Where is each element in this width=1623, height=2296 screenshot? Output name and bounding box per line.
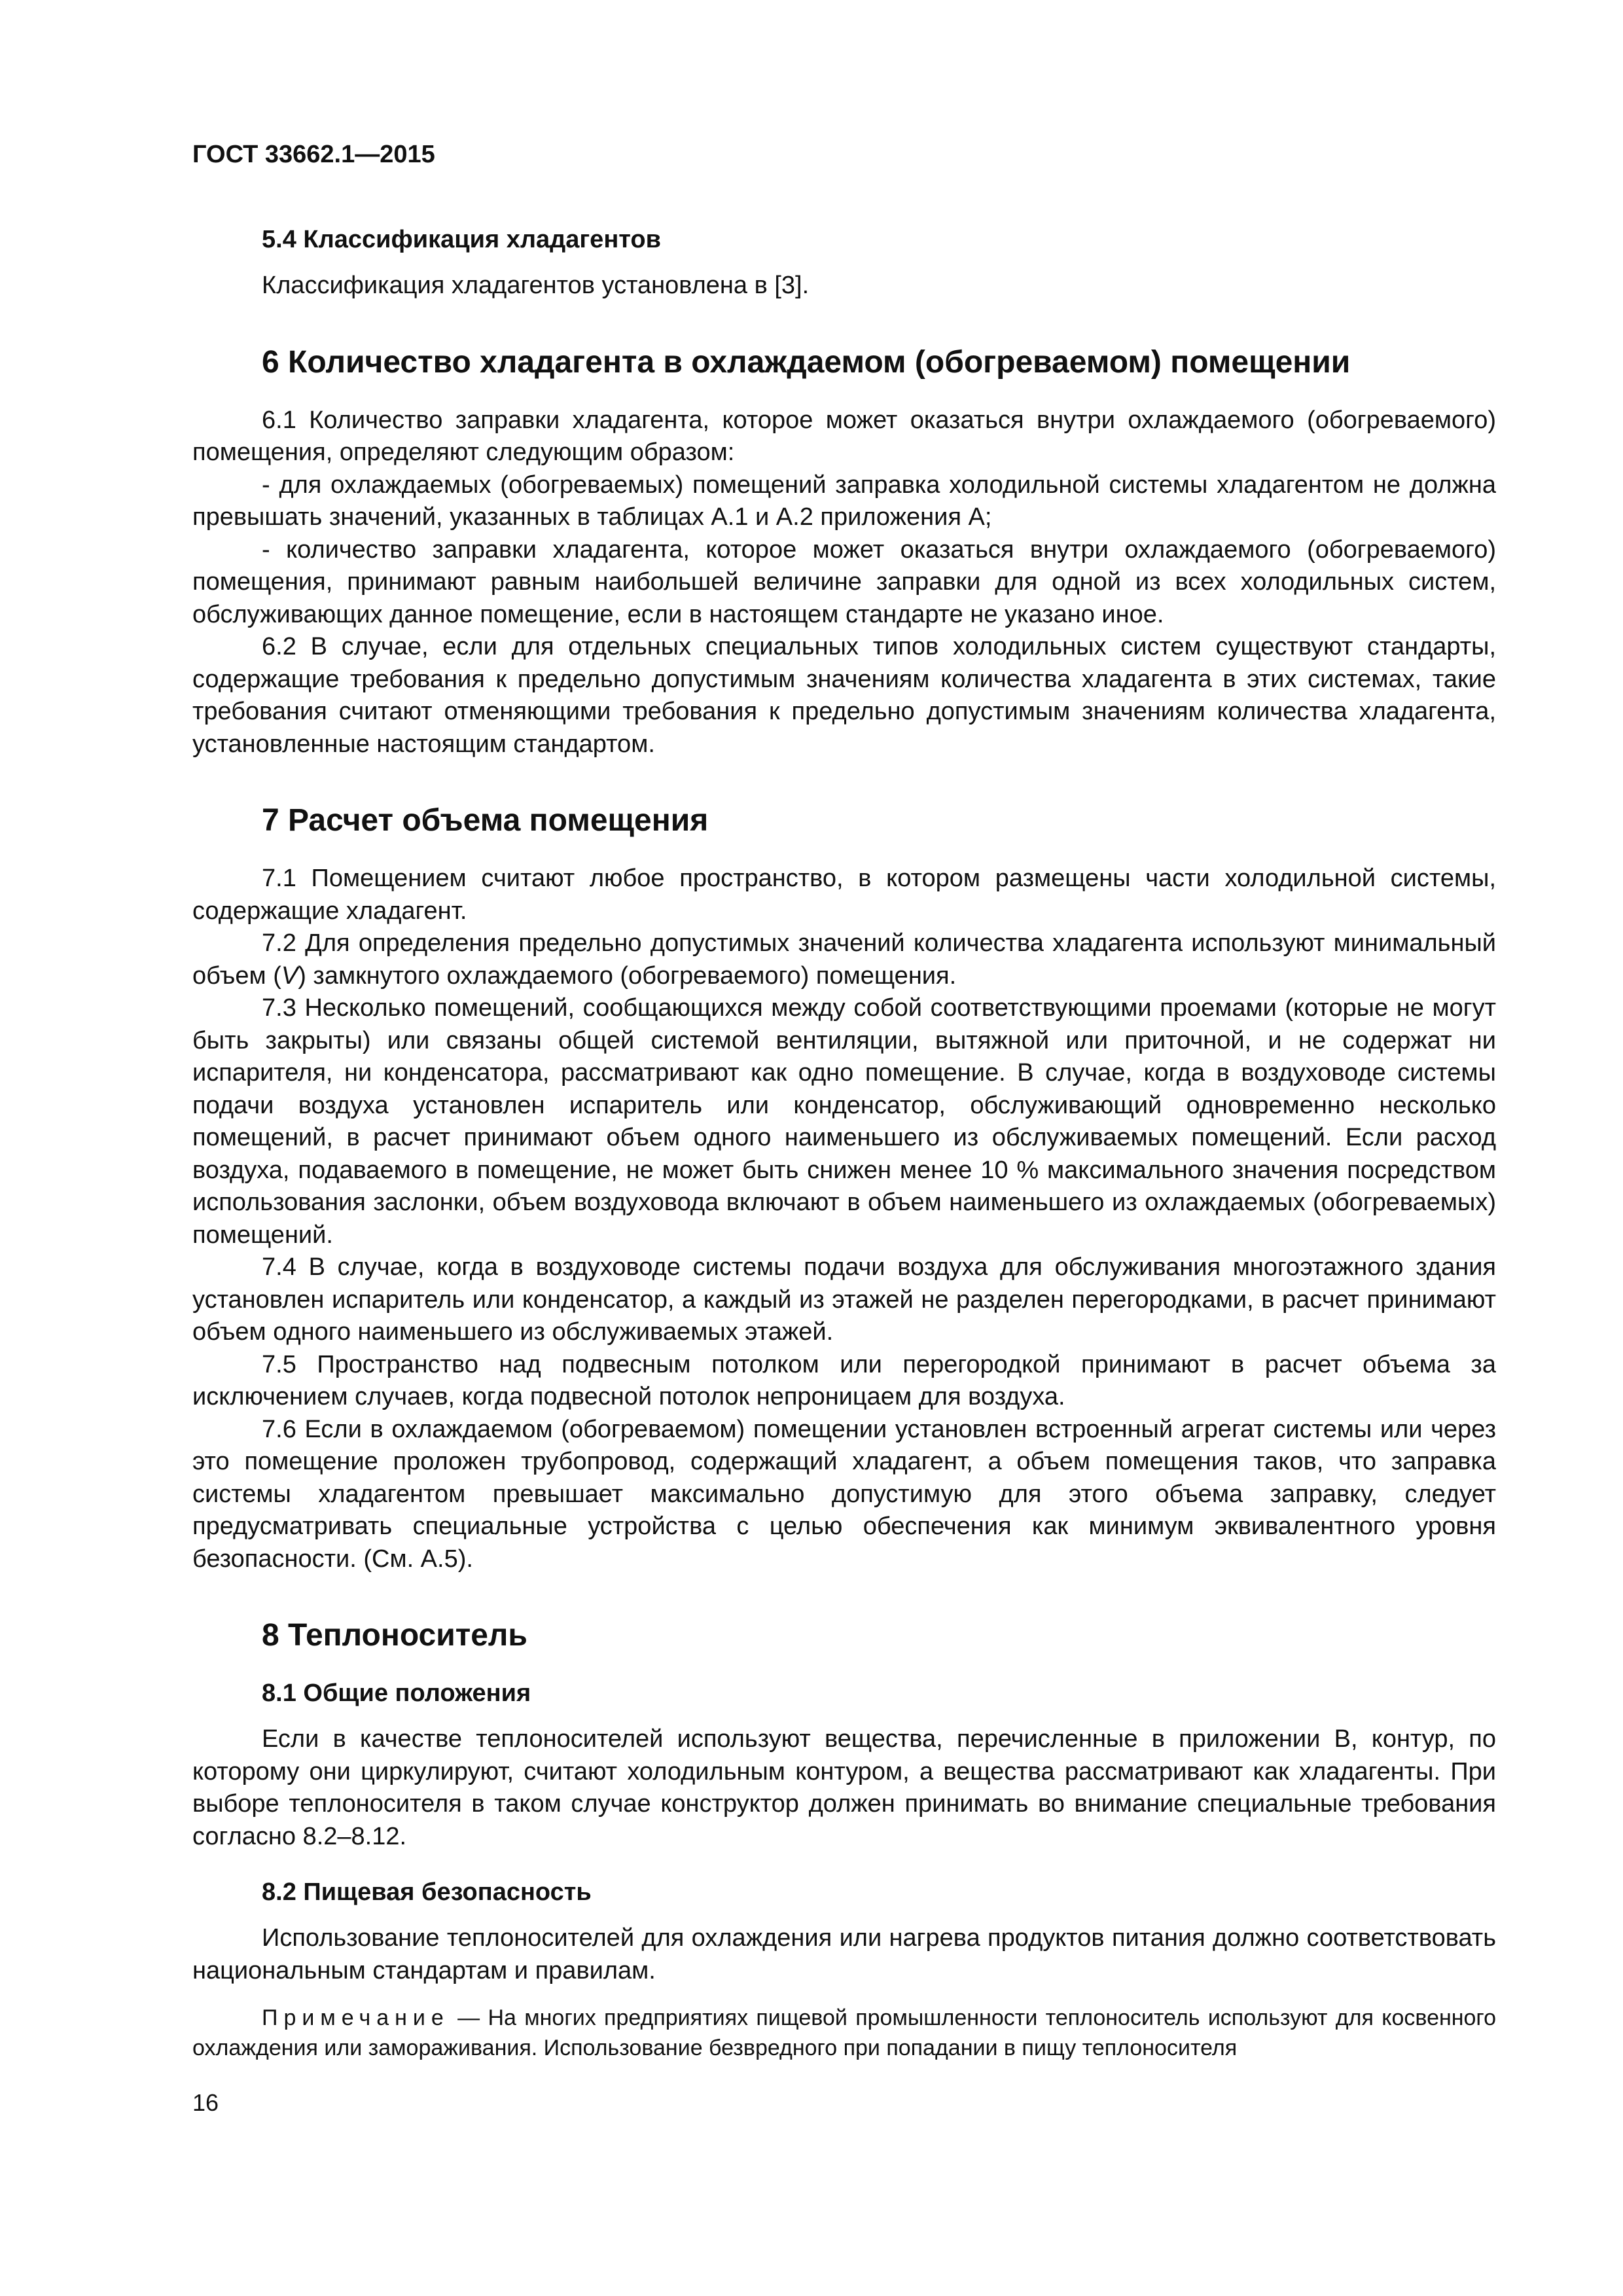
paragraph-6-1-item-1: - для охлаждаемых (обогреваемых) помещений заправка холодильной системы хладагентом не должна превышать значений, указанных в таблицах А.1 и А.2 приложения А; (192, 471, 1496, 531)
paragraph-7-5: 7.5 Пространство над подвесным потолком или перегородкой принимают в расчет объема за исключением случаев, когда подвесной потолок непроницаем для воздуха. (192, 1350, 1496, 1410)
note-text: — На многих предприятиях пищевой промышленности теплоноситель используют для косвенного охлаждения или замораживания. Использование безвредного при попадании в пищу теплоносителя (192, 2005, 1496, 2060)
paragraph-8-1: Если в качестве теплоносителей используют вещества, перечисленные в приложении В, контур, по которому они циркулируют, считают холодильным контуром, а вещества рассматривают как хладагенты. При выборе теплоносителя в таком случае конструктор должен принимать во внимание специальные требования согласно 8.2–8.12. (192, 1725, 1496, 1850)
page-content (192, 139, 1496, 2063)
volume-symbol: V (281, 961, 298, 990)
section-title-7: 7 Расчет объема помещения (262, 803, 709, 838)
paragraph-6-1: 6.1 Количество заправки хладагента, которое может оказаться внутри охлаждаемого (обогреваемого) помещения, определяют следующим образом: (192, 406, 1496, 466)
paragraph-6-2: 6.2 В случае, если для отдельных специальных типов холодильных систем существуют стандарты, содержащие требования к предельно допустимым значениям количества хладагента в этих системах, такие требования считают отменяющими требования к предельно допустимым значениям количества хладагента, установленные настоящим стандартом. (192, 633, 1496, 758)
paragraph-6-1-item-2: - количество заправки хладагента, которое может оказаться внутри охлаждаемого (обогреваемого) помещения, принимают равным наибольшей величине заправки для одной из всех холодильных систем, обслуживающих данное помещение, если в настоящем стандарте не указано иное. (192, 535, 1496, 628)
paragraph-7-2-part-a: 7.2 Для определения предельно допустимых значений количества хладагента используют минимальный объем ( (192, 929, 1496, 990)
paragraph-5-4: Классификация хладагентов установлена в [3]. (262, 272, 810, 299)
paragraph-7-3: 7.3 Несколько помещений, сообщающихся между собой соответствующими проемами (которые не могут быть закрыты) или связаны общей системой вентиляции, вытяжной или приточной, и не содержат ни испарителя, ни конденсатора, рассматривают как одно помещение. В случае, когда в воздуховоде системы подачи воздуха установлен испаритель или конденсатор, обслуживающий одновременно несколько помещений, в расчет принимают объем одного наименьшего из обслуживаемых помещений. Если расход воздуха, подаваемого в помещение, не может быть снижен менее 10 % максимального значения посредством использования заслонки, объем воздуховода включают в объем наименьшего из охлаждаемых (обогреваемых) помещений. (192, 994, 1496, 1249)
paragraph-7-6: 7.6 Если в охлаждаемом (обогреваемом) помещении установлен встроенный агрегат системы или через это помещение проложен трубопровод, содержащий хладагент, а объем помещения таков, что заправка системы хладагентом превышает максимально допустимую для этого объема заправку, следует предусматривать специальные устройства с целью обеспечения как минимум эквивалентного уровня безопасности. (См. А.5). (192, 1415, 1496, 1573)
paragraph-7-2 (192, 927, 1496, 992)
note-paragraph (192, 2003, 1496, 2063)
section-title-6: 6 Количество хладагента в охлаждаемом (обогреваемом) помещении (262, 344, 1351, 380)
note-label: Примечание (262, 2005, 450, 2030)
paragraph-7-2-part-b: ) замкнутого охлаждаемого (обогреваемого) помещения. (298, 961, 957, 990)
paragraph-7-1: 7.1 Помещением считают любое пространство, в котором размещены части холодильной системы, содержащие хладагент. (192, 865, 1496, 925)
subsection-title-5-4: 5.4 Классификация хладагентов (262, 226, 661, 253)
paragraph-8-2: Использование теплоносителей для охлаждения или нагрева продуктов питания должно соответствовать национальным стандартам и правилам. (192, 1924, 1496, 1984)
section-title-8: 8 Теплоноситель (262, 1618, 527, 1653)
subsection-title-8-2: 8.2 Пищевая безопасность (262, 1878, 592, 1906)
paragraph-7-4: 7.4 В случае, когда в воздуховоде системы подачи воздуха для обслуживания многоэтажного здания установлен испаритель или конденсатор, а каждый из этажей не разделен перегородками, в расчет принимают объем одного наименьшего из обслуживаемых этажей. (192, 1253, 1496, 1346)
standard-header: ГОСТ 33662.1—2015 (192, 141, 435, 168)
subsection-title-8-1: 8.1 Общие положения (262, 1679, 531, 1707)
page-number: 16 (192, 2089, 219, 2116)
